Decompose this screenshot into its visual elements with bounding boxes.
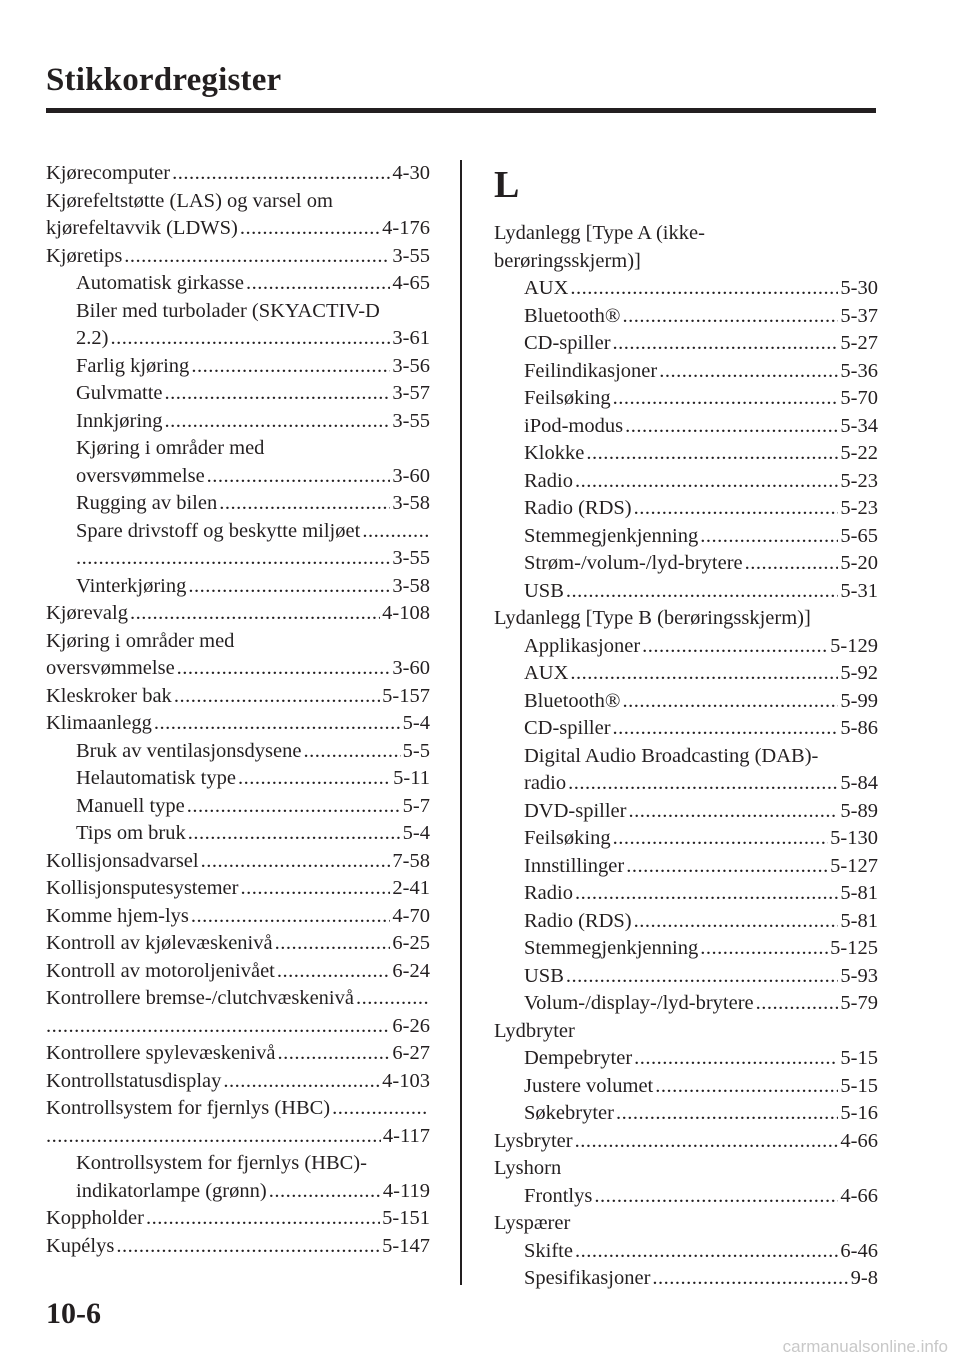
entry-term: Kjøretips [46,244,123,267]
dot-leader [566,578,839,606]
entry-page-ref: 5-130 [830,827,878,849]
entry-page-ref: 4-117 [382,1124,430,1147]
entry-term: Lydanlegg [Type B (berøringsskjerm)] [494,607,811,629]
entry-page-ref: 5-7 [402,794,430,817]
index-entry [494,413,878,441]
entry-page-ref: 5-92 [840,662,878,684]
dot-leader [240,215,380,243]
entry-page-ref: 5-99 [840,689,878,712]
dot-leader [659,358,838,386]
dot-leader [634,908,839,936]
dot-leader [177,655,391,683]
entry-term: Kjøring i områder med [46,629,235,652]
entry-page-ref: 4-70 [392,904,430,927]
entry-term: Kleskroker bak [46,684,172,707]
entry-term: CD-spiller [524,332,611,354]
dot-leader [575,880,838,908]
index-entry [494,303,878,331]
entry-page-ref: 5-86 [840,717,878,739]
entry-term: Lydbryter [494,1019,575,1042]
index-entry [46,738,430,766]
entry-page-ref: 5-31 [840,579,878,602]
entry-page-ref: 5-15 [840,1047,878,1069]
entry-page-ref: 5-81 [840,909,878,932]
index-entry [46,380,430,408]
dot-leader [124,243,390,271]
entry-term: Kontroll av kjølevæskenivå [46,932,273,954]
dot-leader [570,275,838,303]
index-entry [494,440,878,468]
entry-term: DVD-spiller [524,799,627,822]
index-entry [46,985,430,1013]
dot-leader [634,495,839,523]
entry-term: Radio (RDS) [524,497,632,519]
entry-page-ref: 2-41 [392,877,430,899]
dot-leader [568,770,838,798]
dot-leader [246,270,390,298]
dot-leader [700,935,828,963]
dot-leader [756,990,839,1018]
entry-term: Klimaanlegg [46,712,152,734]
index-entry [46,463,430,491]
entry-term: Innkjøring [76,409,163,432]
entry-page-ref: 3-58 [392,492,430,514]
column-divider [460,160,462,1285]
entry-page-ref: 6-26 [392,1014,430,1037]
index-entry [46,1040,430,1068]
index-entry [46,1150,430,1178]
index-entry [494,798,878,826]
dot-leader [188,573,390,601]
dot-leader [110,325,390,353]
dot-leader [575,468,838,496]
index-entry [46,408,430,436]
entry-term: CD-spiller [524,717,611,739]
dot-leader [188,820,401,848]
entry-page-ref: 5-65 [840,524,878,547]
index-entry [494,358,878,386]
index-entry [46,545,430,573]
index-entry [494,1265,878,1293]
dot-leader [362,518,428,546]
dot-leader [187,793,401,821]
index-entry [494,550,878,578]
entry-term: Kontrollsystem for fjernlys (HBC)- [76,1152,367,1174]
dot-leader [165,380,391,408]
dot-leader [566,963,839,991]
index-entry [46,215,430,243]
index-entry [494,963,878,991]
dot-leader [154,710,401,738]
dot-leader [700,523,838,551]
index-entry [494,935,878,963]
dot-leader [642,633,828,661]
dot-leader [174,683,380,711]
index-entry [46,765,430,793]
entry-term: oversvømmelse [46,657,175,679]
entry-term: Søkebryter [524,1102,614,1124]
entry-term: Kjøring i områder med [76,437,265,459]
entry-page-ref: 3-55 [392,409,430,432]
dot-leader [130,600,380,628]
entry-term: 2.2) [76,327,109,349]
dot-leader [277,958,391,986]
entry-term: Radio [524,882,573,904]
entry-term: Frontlys [524,1184,593,1207]
dot-leader [575,1238,838,1266]
entry-term: Spare drivstoff og beskytte miljøet [76,519,361,542]
dot-leader [625,413,838,441]
entry-page-ref: 5-157 [382,684,430,707]
index-entry [494,220,878,248]
index-entry [494,1155,878,1183]
dot-leader [46,1123,381,1151]
dot-leader [622,303,838,331]
dot-leader [652,1265,848,1293]
index-entry [46,930,430,958]
entry-term: Koppholder [46,1207,144,1229]
dot-leader [628,798,838,826]
entry-term: Kollisjonsputesystemer [46,877,239,899]
index-entry [494,275,878,303]
entry-term: Kollisjonsadvarsel [46,849,199,872]
index-entry [494,770,878,798]
dot-leader [613,330,839,358]
index-entry [46,958,430,986]
index-entry [46,435,430,463]
header-rule [46,108,876,113]
entry-term: Komme hjem-lys [46,904,189,927]
entry-page-ref: 5-129 [830,634,878,657]
entry-page-ref: 5-30 [840,277,878,299]
entry-term: Feilindikasjoner [524,359,658,382]
dot-leader [570,660,838,688]
entry-term: kjørefeltavvik (LDWS) [46,217,238,239]
entry-page-ref: 9-8 [850,1267,878,1289]
index-entry [494,1100,878,1128]
dot-leader [269,1178,381,1206]
entry-page-ref: 4-66 [840,1184,878,1207]
entry-page-ref: 6-46 [840,1239,878,1262]
dot-leader [275,930,391,958]
entry-term: Stemmegjenkjenning [524,937,699,959]
entry-page-ref: 4-176 [382,217,430,239]
index-entry [46,270,430,298]
index-entry [494,1128,878,1156]
index-entry [494,688,878,716]
entry-term: Stemmegjenkjenning [524,524,699,547]
entry-page-ref: 5-37 [840,304,878,327]
dot-leader [616,1100,838,1128]
dot-leader [626,853,828,881]
entry-page-ref: 5-127 [830,854,878,877]
entry-term: Vinterkjøring [76,574,187,597]
entry-page-ref: 4-65 [392,272,430,294]
dot-leader [238,765,391,793]
entry-term: Lyshorn [494,1157,562,1179]
index-entry [46,1205,430,1233]
page-number: 10-6 [46,1297,101,1330]
dot-leader [613,385,839,413]
index-entry [494,880,878,908]
index-entry [494,743,878,771]
entry-term: indikatorlampe (grønn) [76,1179,267,1202]
index-entry [46,1013,430,1041]
entry-page-ref: 3-57 [392,382,430,404]
entry-page-ref: 4-108 [382,602,430,624]
entry-page-ref: 5-15 [840,1074,878,1097]
index-entry [494,1018,878,1046]
entry-term: Manuell type [76,794,185,817]
entry-term: Digital Audio Broadcasting (DAB)- [524,744,819,767]
dot-leader [613,825,829,853]
entry-page-ref: 3-55 [392,547,430,569]
index-entry [494,825,878,853]
entry-term: Dempebryter [524,1047,633,1069]
entry-page-ref: 6-24 [392,959,430,982]
index-entry [46,325,430,353]
index-entry [46,655,430,683]
index-column-right [494,160,878,1293]
dot-leader [575,1128,839,1156]
index-entry [494,1183,878,1211]
dot-leader [207,463,391,491]
index-entry [46,298,430,326]
index-entry [46,1178,430,1206]
index-entry [46,903,430,931]
dot-leader [172,160,390,188]
index-entry [494,330,878,358]
entry-page-ref: 5-4 [402,822,430,844]
entry-term: Radio (RDS) [524,909,632,932]
entry-page-ref: 7-58 [392,849,430,872]
index-entry [494,605,878,633]
index-entry [46,353,430,381]
entry-page-ref: 3-61 [392,327,430,349]
entry-term: Applikasjoner [524,634,641,657]
entry-page-ref: 5-36 [840,359,878,382]
dot-leader [586,440,838,468]
entry-term: Spesifikasjoner [524,1267,651,1289]
index-entry [494,1045,878,1073]
index-entry [494,468,878,496]
entry-page-ref: 4-30 [392,162,430,184]
entry-term: AUX [524,277,569,299]
dot-leader [201,848,391,876]
dot-leader [332,1095,428,1123]
dot-leader [165,408,391,436]
entry-page-ref: 5-125 [830,937,878,959]
entry-term: Kjørefeltstøtte (LAS) og varsel om [46,189,333,212]
index-entry [46,1233,430,1261]
entry-term: Feilsøking [524,827,611,849]
index-entry [46,188,430,216]
entry-term: Lydanlegg [Type A (ikke- [494,222,705,244]
entry-page-ref: 5-16 [840,1102,878,1124]
index-entry [494,715,878,743]
dot-leader [240,875,390,903]
index-entry [494,523,878,551]
entry-term: Justere volumet [524,1074,654,1097]
index-entry [46,875,430,903]
entry-term: Lyspærer [494,1212,571,1234]
right-entries [494,220,878,1293]
entry-page-ref: 4-119 [382,1179,430,1202]
entry-term: iPod-modus [524,414,624,437]
index-entry [46,243,430,271]
entry-term: Kjørecomputer [46,162,171,184]
index-entry [46,848,430,876]
index-entry [46,573,430,601]
entry-page-ref: 6-25 [392,932,430,954]
section-letter: L [494,164,520,206]
index-entry [46,628,430,656]
dot-leader [116,1233,380,1261]
entry-page-ref: 5-34 [840,414,878,437]
entry-page-ref: 5-79 [840,992,878,1014]
dot-leader [223,1068,380,1096]
entry-page-ref: 5-89 [840,799,878,822]
dot-leader [76,545,390,573]
entry-term: Farlig kjøring [76,354,190,377]
entry-page-ref: 4-66 [840,1129,878,1152]
dot-leader [303,738,400,766]
dot-leader [191,903,391,931]
index-entry [494,990,878,1018]
index-entry [46,683,430,711]
entry-term: Innstillinger [524,854,625,877]
index-entry [46,1068,430,1096]
entry-term: AUX [524,662,569,684]
dot-leader [655,1073,838,1101]
index-entry [494,1238,878,1266]
index-entry [494,495,878,523]
index-entry [494,633,878,661]
entry-term: Rugging av bilen [76,492,218,514]
entry-term: oversvømmelse [76,464,205,487]
index-entry [46,710,430,738]
entry-page-ref: 4-103 [382,1069,430,1092]
index-entry [494,385,878,413]
index-entry [46,490,430,518]
dot-leader [277,1040,390,1068]
entry-page-ref: 5-81 [840,882,878,904]
entry-term: Helautomatisk type [76,767,236,789]
dot-leader [634,1045,838,1073]
page-title: Stikkordregister [46,62,282,98]
index-entry [494,248,878,276]
entry-term: Kontroll av motoroljenivået [46,959,275,982]
entry-term: Tips om bruk [76,822,186,844]
entry-term: Lysbryter [494,1129,573,1152]
entry-term: Strøm-/volum-/lyd-brytere [524,552,743,574]
entry-page-ref: 3-58 [392,574,430,597]
index-entry [494,1073,878,1101]
dot-leader [46,1013,390,1041]
entry-page-ref: 5-4 [402,712,430,734]
entry-term: Feilsøking [524,387,611,409]
entry-term: berøringsskjerm)] [494,249,641,272]
entry-page-ref: 5-5 [402,739,430,762]
watermark: carmanualsonline.info [782,1337,948,1356]
dot-leader [613,715,839,743]
entry-term: Bruk av ventilasjonsdysene [76,739,302,762]
entry-page-ref: 5-23 [840,497,878,519]
entry-term: Biler med turbolader (SKYACTIV-D [76,299,380,322]
dot-leader [594,1183,838,1211]
entry-page-ref: 5-20 [840,552,878,574]
entry-page-ref: 5-147 [382,1234,430,1257]
index-entry [494,908,878,936]
index-entry [46,793,430,821]
entry-page-ref: 5-70 [840,387,878,409]
entry-page-ref: 5-151 [382,1207,430,1229]
dot-leader [622,688,838,716]
index-entry [46,820,430,848]
entry-term: Kjørevalg [46,602,128,624]
dot-leader [191,353,390,381]
entry-page-ref: 3-60 [392,657,430,679]
index-entry [494,660,878,688]
entry-term: Kontrollere spylevæskenivå [46,1042,276,1064]
index-entry [46,518,430,546]
entry-page-ref: 3-56 [392,354,430,377]
index-entry [46,1123,430,1151]
entry-term: Automatisk girkasse [76,272,244,294]
index-column-left [46,160,430,1260]
entry-page-ref: 3-60 [392,464,430,487]
dot-leader [745,550,839,578]
entry-page-ref: 6-27 [392,1042,430,1064]
entry-term: Kontrollere bremse-/clutchvæskenivå [46,987,354,1009]
entry-term: radio [524,772,567,794]
dot-leader [146,1205,380,1233]
entry-term: Bluetooth® [524,304,621,327]
entry-page-ref: 5-27 [840,332,878,354]
entry-term: Kontrollstatusdisplay [46,1069,222,1092]
index-entry [494,1210,878,1238]
dot-leader [219,490,390,518]
index-entry [494,578,878,606]
index-entry [494,853,878,881]
entry-page-ref: 5-93 [840,964,878,987]
index-entry [46,160,430,188]
entry-page-ref: 5-11 [393,767,430,789]
entry-term: USB [524,964,564,987]
entry-term: Kupélys [46,1234,115,1257]
entry-term: USB [524,579,564,602]
index-entry [46,1095,430,1123]
entry-term: Klokke [524,442,585,464]
entry-term: Kontrollsystem for fjernlys (HBC) [46,1097,331,1119]
entry-term: Gulvmatte [76,382,163,404]
dot-leader [356,985,428,1013]
entry-term: Skifte [524,1239,573,1262]
entry-term: Bluetooth® [524,689,621,712]
entry-page-ref: 5-23 [840,469,878,492]
index-entry [46,600,430,628]
entry-term: Radio [524,469,573,492]
entry-term: Volum-/display-/lyd-brytere [524,992,754,1014]
entry-page-ref: 5-22 [840,442,878,464]
entry-page-ref: 5-84 [840,772,878,794]
entry-page-ref: 3-55 [392,244,430,267]
